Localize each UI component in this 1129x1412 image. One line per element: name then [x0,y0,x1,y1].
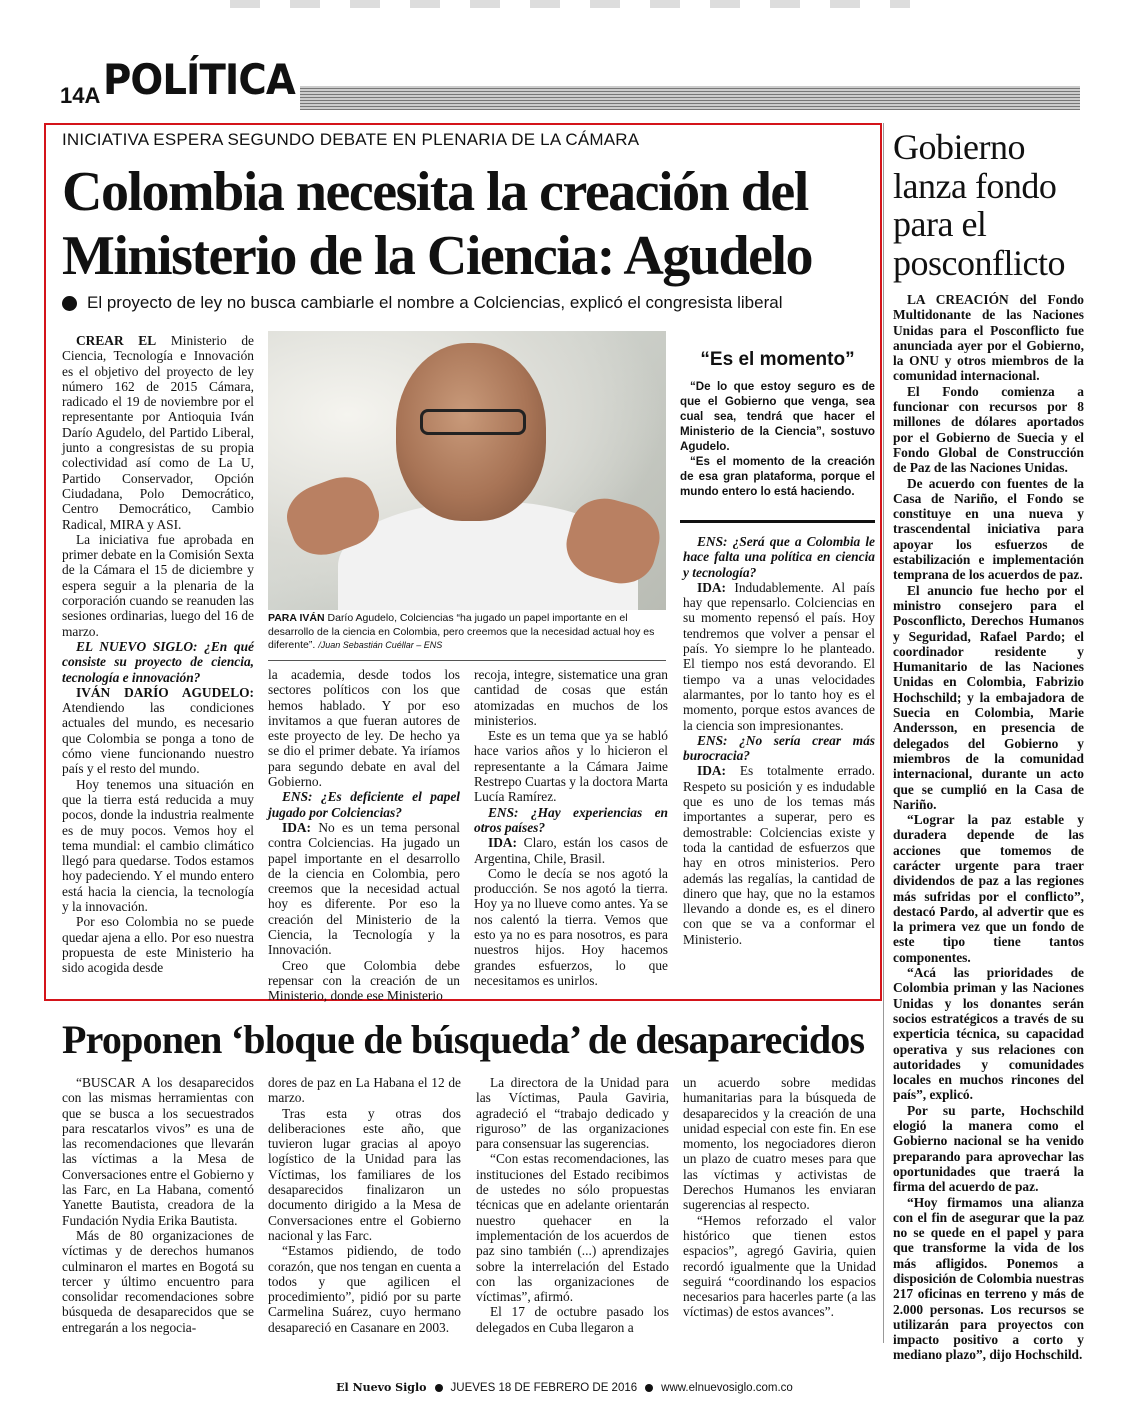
paragraph-text: “BUSCAR A los desaparecidos con las mismas herramientas con que se busca a los secuestrados para rescatarlos vivos” es una de las recomendaciones que llevarán las víctimas a la Mesa de Conversaciones entre el Gobierno y las Farc, en La Habana, comentó Yanette Bautista, creadora de la Fundación Nydia Erika Bautista. [62,1075,254,1228]
paragraph [683,534,875,580]
paragraph-text: Tras esta y otras dos deliberaciones este año, que tuvieron lugar gracias al apoyo logístico de la Unidad para las Víctimas, los familiares de los desaparecidos finalizaron un documento dirigido a la Mesa de Conversaciones entre el Gobierno nacional y las Farc. [268,1105,461,1243]
paragraph [474,805,668,836]
paragraph [683,733,875,764]
caption-credit: /Juan Sebastián Cuéllar – ENS [318,640,443,650]
second-column-3 [476,1075,669,1335]
second-column-1 [62,1075,254,1335]
paragraph-text: Más de 80 organizaciones de víctimas y de derechos humanos culminaron el martes en Bogotá su tercer y último encuentro para consolidar recomendaciones sobre búsqueda de desaparecidos que se entregarán a los negocia- [62,1227,254,1335]
paragraph [474,667,668,728]
paragraph [893,812,1084,965]
paragraph [268,1075,461,1106]
paragraph-text: Indudablemente. Al país hay que repensarlo. Colciencias en su momento repensó el país. Hoy tendremos que volver a pensar el país. Yo siempre lo he planteado. El tiempo nos está devorando. El tiempo va a unas velocidades alarmantes, por lo tanto hoy es el momento, porque estos avances de la ciencia son impresionantes. [683,579,875,733]
paragraph-text: “Hoy firmamos una alianza con el fin de asegurar que la paz no se quede en el papel y para que transforme la vida de los más afligidos. Ponemos a disposición de Colombia nuestras 217 oficinas en terreno y más de 2.000 personas. Los recursos se utilizarán para proyectos con impacto positivo a corto y mediano plazo”, dijo Hochschild. [893,1194,1084,1363]
photo-ivan-dario-agudelo [268,331,666,610]
paragraph-text: Este es un tema que ya se habló hace varios años y lo hicieron el representante a la Cámara Jaime Restrepo Cuartas y la doctora Marta Lucía Ramírez. [474,728,668,805]
paragraph [474,866,668,988]
interview-question: ENS: ¿No sería crear más burocracia? [683,732,875,764]
paragraph-text: “Con estas recomendaciones, las instituciones del Estado recibimos de ustedes no sólo propuestas técnicas que en adelante orientarán nuestro quehacer en la implementación de los acuerdos de paz sino también (...) aprendizajes sobre la interrelación del Estado con las organizaciones de víctimas”, afirmó. [476,1151,669,1305]
paragraph [476,1151,669,1304]
second-headline: Proponen ‘bloque de búsqueda’ de desaparecidos [62,1017,865,1062]
paragraph-lead: IDA: [488,835,518,851]
paragraph [62,532,254,639]
paragraph-text: De acuerdo con fuentes de la Casa de Nariño, el Fondo se constituye en una nueva y trascendental iniciativa para apoyar los esfuerzos de estabilización e implementación temprana de los acuerdos de paz. [893,475,1084,583]
paragraph [62,639,254,685]
paragraph-text: “Estamos pidiendo, de todo corazón, que nos tengan en cuenta a todos y que agilicen el procedimiento”, pidió por su parte Carmelina Suárez, cuyo hermano desapareció en Casanare en 2003. [268,1243,461,1335]
paragraph-text: del Fondo Multidonante de las Naciones Unidas para el Posconflicto fue anunciada ayer por el Gobierno, la ONU y otros miembros de la comunidad internacional. [893,292,1084,384]
paragraph [62,914,254,975]
page-number: 14A [60,83,101,108]
paragraph [476,1075,669,1151]
bullet-icon [435,1384,443,1392]
paragraph [683,763,875,947]
paragraph-text: “Hemos reforzado el valor histórico que tienen estos espacios”, agregó Gaviria, quien recordó igualmente que la Unidad seguirá “coordinando los espacios necesarios para hacerles parte (a las víctimas) de estos avances”. [683,1212,876,1320]
paragraph [474,835,668,866]
paragraph-lead: LA CREACIÓN [907,292,1009,307]
main-column-3 [474,667,668,988]
side-column [893,292,1084,1363]
section-rule-bar [300,86,1080,110]
interview-question: ENS: ¿Será que a Colombia le hace falta una política en ciencia y tecnología? [683,534,875,580]
paragraph [683,580,875,733]
paragraph-text: la academia, desde todos los sectores políticos con los que hemos hablado. Y por eso invitamos a que fueran autores de este proyecto de ley. De hecho ya se dio el primer debate. Ya iríamos para segundo debate en aval del Gobierno. [268,667,460,790]
paragraph [62,1228,254,1335]
subheadline-text: El proyecto de ley no busca cambiarle el nombre a Colciencias, explicó el congresista liberal [87,293,783,312]
paragraph [474,728,668,804]
paragraph-text: El 17 de octubre pasado los delegados en Cuba llegaron a [476,1304,669,1335]
column-divider [883,123,884,1343]
second-column-2 [268,1075,461,1335]
paragraph-text: Por su parte, Hochschild elogió la manera como el Gobierno nacional se ha venido preparando para aprovechar las oportunidades que traerá la firma del acuerdo de paz. [893,1102,1084,1195]
paragraph [893,583,1084,812]
paragraph-text: Por eso Colombia no se puede quedar ajena a ello. Por eso nuestra propuesta de este Ministerio ha sido acogida desde [62,914,254,976]
paragraph [683,1075,876,1213]
main-column-1 [62,333,254,975]
section-title: POLÍTICA [103,55,295,104]
paragraph-text: Atendiendo las condiciones actuales del mundo, es necesario que Colombia se ponga a tono de cómo viene funcionando nuestro país y el resto del mundo. [62,700,254,777]
paragraph-text: un acuerdo sobre medidas humanitarias para la búsqueda de desaparecidos y la creación de una unidad especial con este fin. En ese momento, los negociadores dieron un plazo de cuatro meses para que las víctimas y activistas de Derechos Humanos les enviaran sugerencias al respecto. [683,1075,876,1213]
paragraph-text: El Fondo comienza a funcionar con recursos por 8 millones de dólares aportados por el Gobierno de Suecia y el Fondo Global de Construcción de Paz de las Naciones Unidas. [893,383,1084,476]
paragraph-text: Creo que Colombia debe repensar con la creación de un Ministerio, donde ese Ministerio [268,957,460,1004]
paragraph [268,820,460,958]
paragraph [893,476,1084,583]
paragraph [268,667,460,789]
paragraph-lead: IDA: [697,763,727,779]
paragraph-text: El anuncio fue hecho por el ministro consejero para el Posconflicto, Derechos Humanos y Seguridad, Rafael Pardo; el coordinador residente y Humanitario de las Naciones Unidas en Colombia, Fabrizio Hochschild; y la embajadora de Suecia en Colombia, Marie Andersson, en presencia de delegados del Gobierno y miembros de la comunidad internacional, durante un acto que se cumplió en la Casa de Nariño. [893,582,1084,812]
paragraph-text: recoja, integre, sistematice una gran cantidad de cosas que están atomizadas en muchos de los ministerios. [474,667,668,728]
paragraph [62,685,254,777]
pull-quote [680,349,875,499]
paragraph-lead: IDA: [697,579,727,595]
pull-quote-para: “De lo que estoy seguro es de que el Gobierno que venga, sea cual sea, tendrá que hacer el Ministerio de la Ciencia”, sostuvo Agudelo. [680,380,875,453]
paragraph-lead: CREAR EL [76,333,157,348]
paragraph [683,1213,876,1320]
main-headline: Colombia necesita la creación del Ministerio de la Ciencia: Agudelo [62,161,813,287]
paragraph-text: La directora de la Unidad para las Víctimas, Paula Gaviria, agradeció el “trabajo dedicado y riguroso” de las organizaciones para consensuar las sugerencias. [476,1075,669,1152]
paragraph-text: “Acá las prioridades de Colombia priman y las Naciones Unidas y los donantes serán socios estratégicos a través de su experticia técnica, su capacidad operativa y sus relaciones con autoridades y comunidades locales en muchos rincones del país”, explicó. [893,965,1084,1103]
subheadline [62,293,782,313]
caption-rule [268,660,666,661]
paragraph-text: Ministerio de Ciencia, Tecnología e Innovación es el objetivo del proyecto de ley número 162 de 2015 Cámara, radicado el 19 de noviembre por el representante por Antioquia Iván Darío Agudelo, del Partido Liberal, junto a congresistas de su propia colectividad así como de La U, Partido Conservador, Opción Ciudadana, Polo Democrático, Centro Democrático, Cambio Radical, MIRA y ASI. [62,333,254,532]
second-column-4 [683,1075,876,1320]
paragraph-text: Como le decía se nos agotó la producción. Se nos agotó la tierra. Hoy ya no llueve como antes. Ya se nos calentó la tierra. Vemos que esto ya no es para nosotros, es para nuestros hijos. Hoy hacemos grandes esfuerzos, lo que necesitamos es unirlos. [474,865,668,988]
pull-quote-para: “Es el momento de la creación de esa gran plataforma, porque el mundo entero lo está haciendo. [680,455,875,498]
paragraph-lead: IVÁN DARÍO AGUDELO: [76,684,254,700]
interview-question: EL NUEVO SIGLO: ¿En qué consiste su proyecto de ciencia, tecnología e innovación? [62,638,254,685]
photo-caption [268,612,668,653]
paragraph-text: Hoy tenemos una situación en que la tierra está reducida a muy pocos, donde la industria realmente es de muy pocos. Vemos hoy el tema mundial: el cambio climático llegó para quedarse. Todos estamos hoy padeciendo. Y el mundo entero está hacia la ciencia, la tecnología y la innovación. [62,776,254,914]
paragraph-text: Claro, están los casos de Argentina, Chile, Brasil. [474,835,668,866]
paragraph-lead: IDA: [282,819,312,835]
paragraph-text: Es totalmente errado. Respeto su posición y es indudable que es uno de los temas más importantes a superar, pero es demostrable: Colciencias existe y toda la cantidad de esfuerzos que hay en otros ministerios. Pero además las regalías, la cantidad de dinero que hay, que no la estamos llevando a donde es, es el dinero con que se va a conformar el Ministerio. [683,763,875,947]
kicker: INICIATIVA ESPERA SEGUNDO DEBATE EN PLENARIA DE LA CÁMARA [62,130,640,149]
top-crop-strip [230,0,910,8]
interview-question: ENS: ¿Es deficiente el papel jugado por Colciencias? [268,789,460,820]
paragraph-text: “Lograr la paz estable y duradera depende de las acciones que tomemos de carácter urgente para traer dividendos de paz a las regiones más sufridas por el conflicto”, destacó Pardo, al advertir que es la primera vez que un fondo de este tipo tiene tantos componentes. [893,812,1084,965]
paragraph [268,958,460,1004]
paragraph-text: La iniciativa fue aprobada en primer debate en la Comisión Sexta de la Cámara el 15 de diciembre y espera seguir a la plenaria de la corporación cuando se reanuden las sesiones ordinarias, luego del 16 de marzo. [62,531,254,639]
page-footer [0,1381,1129,1394]
side-headline: Gobierno lanza fondo para el posconflicto [893,127,1065,283]
paragraph [268,789,460,820]
paragraph-text: dores de paz en La Habana el 12 de marzo. [268,1075,461,1106]
paragraph [893,1103,1084,1195]
bullet-icon [62,296,77,311]
paragraph-text: No es un tema personal contra Colciencias. Ha jugado un papel importante en el desarrollo de la ciencia en Colombia, pero creemos que la necesidad actual hoy es diferente. Por eso la creación del Ministerio de la Ciencia, la Tecnología y la Innovación. [268,819,460,958]
caption-lead: PARA IVÁN [268,612,325,624]
paragraph [893,384,1084,476]
main-column-4 [683,534,875,947]
footer-url: www.elnuevosiglo.com.co [661,1381,793,1394]
paragraph [476,1304,669,1335]
footer-brand: El Nuevo Siglo [336,1381,427,1394]
caption-text: Darío Agudelo, Colciencias “ha jugado un papel importante en el desarrollo de la ciencia en Colombia, pero creemos que la necesidad actual hoy es diferente”. [268,612,655,651]
paragraph [268,1243,461,1335]
bullet-icon [645,1384,653,1392]
paragraph [893,292,1084,384]
interview-question: ENS: ¿Hay experiencias en otros países? [474,804,668,835]
paragraph [62,333,254,532]
pull-quote-rule [680,520,875,523]
paragraph [62,1075,254,1228]
pull-quote-title: “Es el momento” [700,349,855,370]
main-column-2 [268,667,460,1004]
paragraph [893,965,1084,1103]
paragraph [268,1106,461,1244]
footer-date: JUEVES 18 DE FEBRERO DE 2016 [450,1381,638,1394]
paragraph [62,777,254,915]
pull-quote-body [680,379,875,499]
paragraph [893,1195,1084,1363]
